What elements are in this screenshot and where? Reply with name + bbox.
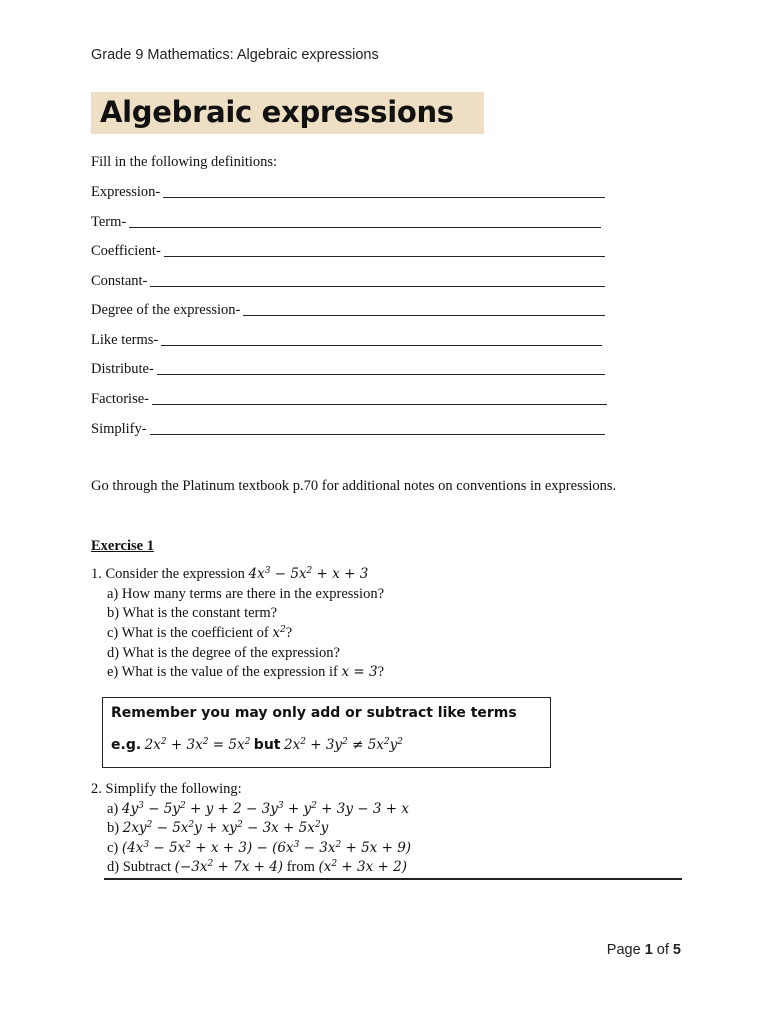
definition-coefficient	[91, 240, 605, 260]
definition-simplify	[91, 418, 605, 438]
definition-label: Term-	[91, 214, 127, 230]
answer-line[interactable]	[243, 315, 605, 316]
intro-text: Fill in the following definitions:	[91, 154, 278, 170]
answer-line[interactable]	[163, 197, 605, 198]
question-2: 2. Simplify the following:	[91, 781, 242, 797]
definition-term	[91, 211, 601, 231]
exercise-heading: Exercise 1	[91, 538, 154, 554]
page-total: 5	[672, 942, 681, 958]
definition-expression	[91, 181, 605, 201]
definition-degree	[91, 299, 605, 319]
definition-label: Degree of the expression-	[91, 302, 241, 318]
answer-line[interactable]	[157, 374, 605, 375]
remember-title: Remember you may only add or subtract like terms	[111, 705, 517, 721]
remember-example: e.g. $2x^2 + 3x^2 = 5x^2$ but $2x^2 + 3y^2 \ne 5x^2y^2$	[111, 737, 404, 753]
page-header: Grade 9 Mathematics: Algebraic expressions	[91, 47, 379, 63]
definition-label: Simplify-	[91, 421, 147, 437]
definition-label: Constant-	[91, 273, 148, 289]
question-1: 1. Consider the expression $4x^3 - 5x^2 + x + 3$	[91, 566, 369, 582]
answer-line[interactable]	[150, 434, 605, 435]
question-2c: c) $(4x^3 - 5x^2 + x + 3) - (6x^3 - 3x^2 + 5x + 9)$	[107, 840, 412, 856]
answer-line[interactable]	[152, 404, 607, 405]
definition-label: Distribute-	[91, 361, 154, 377]
question-1e: e) What is the value of the expression if x = 3?	[107, 664, 385, 680]
question-2d: d) Subtract $(-3x^2 + 7x + 4)$ from $(x^2 + 3x + 2)$	[107, 859, 407, 875]
definition-constant	[91, 270, 605, 290]
definition-label: Factorise-	[91, 391, 149, 407]
question-1c: c) What is the coefficient of $x^2$?	[107, 625, 293, 641]
question-1a: a) How many terms are there in the expression?	[107, 586, 385, 602]
definition-label: Expression-	[91, 184, 161, 200]
answer-line[interactable]	[161, 345, 602, 346]
expression: $4x^3 - 5x^2 + x + 3$	[248, 566, 369, 582]
section-divider	[104, 878, 682, 880]
definition-like-terms	[91, 329, 602, 349]
textbook-note: Go through the Platinum textbook p.70 for additional notes on conventions in expressions.	[91, 478, 617, 494]
definition-distribute	[91, 358, 605, 378]
answer-line[interactable]	[129, 227, 601, 228]
question-2b: b) $2xy^2 - 5x^2y + xy^2 - 3x + 5x^2y$	[107, 820, 329, 836]
definition-factorise	[91, 388, 607, 408]
page-number: 1	[644, 942, 653, 958]
definition-label: Coefficient-	[91, 243, 161, 259]
answer-line[interactable]	[150, 286, 605, 287]
question-1b: b) What is the constant term?	[107, 605, 278, 621]
definition-label: Like terms-	[91, 332, 159, 348]
page-title: Algebraic expressions	[100, 95, 454, 129]
page-footer: Page 1 of 5	[606, 942, 681, 958]
answer-line[interactable]	[164, 256, 605, 257]
question-2a: a) $4y^3 - 5y^2 + y + 2 - 3y^3 + y^2 + 3y - 3 + x$	[107, 801, 410, 817]
question-1d: d) What is the degree of the expression?	[107, 645, 340, 661]
